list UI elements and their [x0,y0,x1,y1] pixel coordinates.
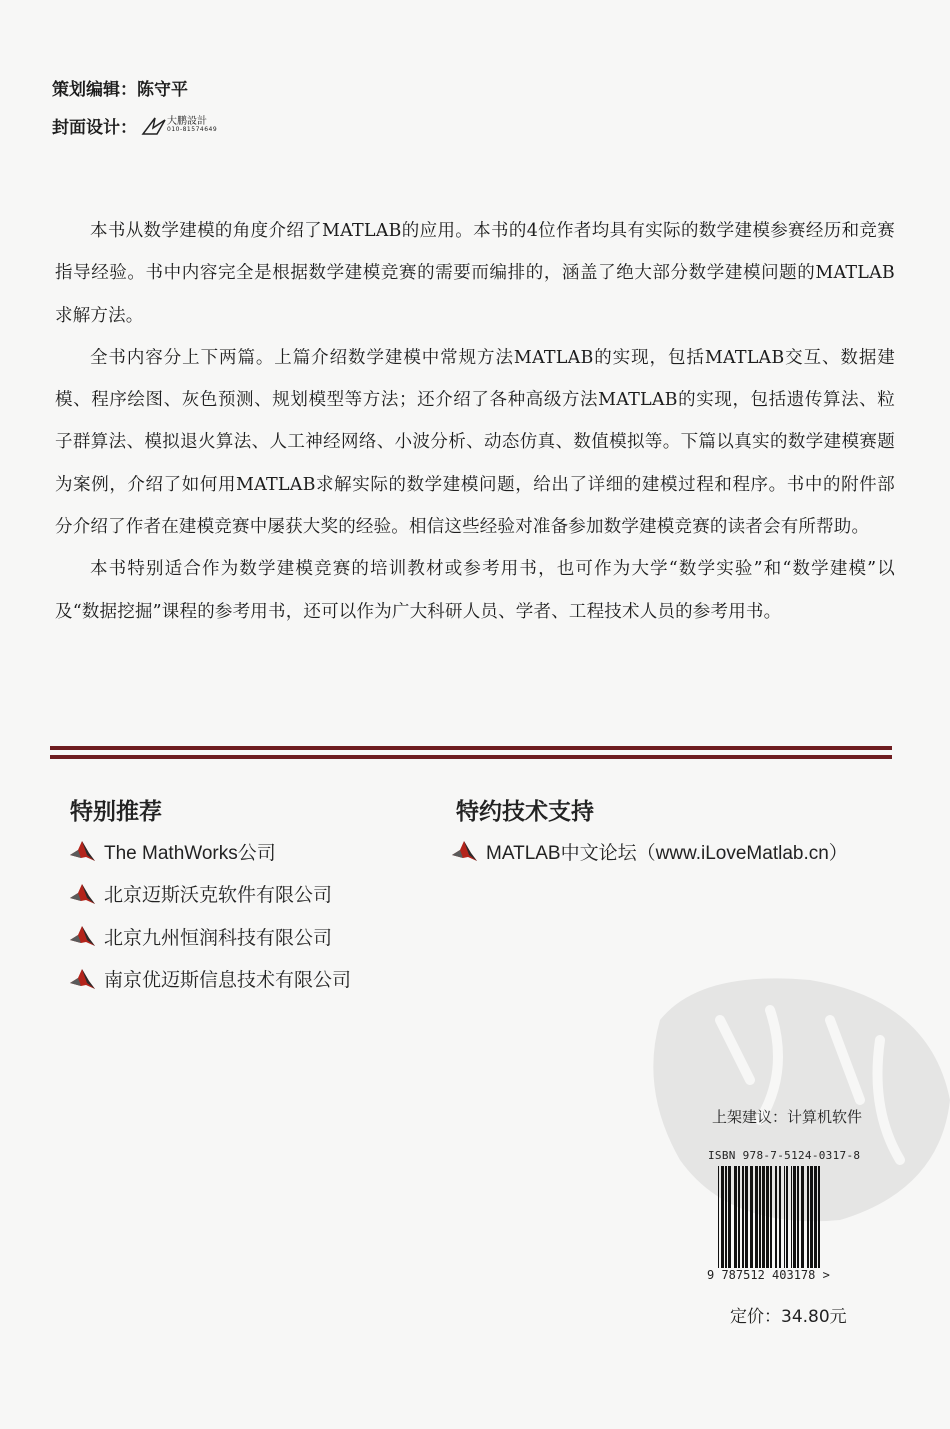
barcode-bar [759,1166,761,1268]
barcode-bar [807,1166,809,1268]
designer-credit [52,110,217,140]
barcode-bar [745,1166,748,1268]
editor-credit [52,72,217,102]
barcode-bar [734,1166,737,1268]
barcode-bar [779,1166,781,1268]
barcode-bar [725,1166,727,1268]
matlab-logo-icon [68,881,96,907]
barcode-bar [762,1166,765,1268]
description-paragraph: 本书特别适合作为数学建模竞赛的培训教材或参考用书，也可作为大学“数学实验”和“数学建模”以及“数据挖掘”课程的参考用书，还可以作为广大科研人员、学者、工程技术人员的参考用书。 [55,559,895,622]
divider-rule-bottom [50,755,892,759]
barcode-bar [793,1166,796,1268]
barcode-bar [766,1166,769,1268]
barcode [718,1166,866,1268]
recommend-item-label: The MathWorks公司 [104,842,276,864]
barcode-bar [814,1166,817,1268]
recommend-item [68,915,351,958]
barcode-bar [728,1166,731,1268]
barcode-bar [770,1166,772,1268]
isbn-text: ISBN 978-7-5124-0317-8 [708,1149,861,1162]
recommend-list [68,830,351,1000]
description-paragraph: 全书内容分上下两篇。上篇介绍数学建模中常规方法MATLAB的实现，包括MATLAB交互、数据建模、程序绘图、灰色预测、规划模型等方法；还介绍了各种高级方法MATLAB的实现，包括遗传算法、粒子群算法、模拟退火算法、人工神经网络、小波分析、动态仿真、数值模拟等。下篇以真实的数学建模赛题为案例，介绍了如何用MATLAB求解实际的数学建模问题，给出了详细的建模过程和程序。书中的附件部分介绍了作者在建模竞赛中屡获大奖的经验。相信这些经验对准备参加数学建模竞赛的读者会有所帮助。 [55,347,895,538]
recommend-item-label: 南京优迈斯信息技术有限公司 [104,970,352,992]
barcode-bar [791,1166,792,1268]
barcode-bar [810,1166,813,1268]
designer-logo [141,114,217,136]
barcode-bar [775,1166,777,1268]
credits-block [52,72,217,148]
recommend-item [68,873,351,916]
support-title: 特约技术支持 [456,799,594,825]
recommend-item [68,830,351,873]
barcode-bar [818,1166,820,1268]
barcode-bar [784,1166,785,1268]
support-item [450,830,848,873]
barcode-bar [742,1166,744,1268]
editor-label: 策划编辑： [52,79,137,100]
barcode-bar [797,1166,799,1268]
designer-logo-name: 大鹏設計 [167,116,207,127]
barcode-digits: 9 787512 403178 > [707,1268,830,1282]
barcode-bar [755,1166,758,1268]
divider-rule-top [50,746,892,750]
matlab-logo-icon [68,923,96,949]
barcode-bar [721,1166,724,1268]
barcode-bar [750,1166,753,1268]
recommend-title: 特别推荐 [70,799,162,825]
barcode-bar [801,1166,804,1268]
designer-logo-phone: 010-81574649 [167,126,218,133]
barcode-bar [786,1166,788,1268]
shelf-suggestion: 上架建议：计算机软件 [712,1108,863,1126]
matlab-logo-icon [68,966,96,992]
support-item-label: MATLAB中文论坛（www.iLoveMatlab.cn） [486,842,848,864]
book-description [55,210,895,633]
recommend-item-label: 北京九州恒润科技有限公司 [104,927,333,949]
price-text: 定价：34.80元 [730,1307,847,1327]
description-paragraph: 本书从数学建模的角度介绍了MATLAB的应用。本书的4位作者均具有实际的数学建模参赛经历和竞赛指导经验。书中内容完全是根据数学建模竞赛的需要而编排的，涵盖了绝大部分数学建模问题的MATLAB求解方法。 [55,221,895,326]
barcode-bar [738,1166,740,1268]
recommend-item [68,958,351,1001]
support-list [450,830,848,873]
matlab-logo-icon [450,838,478,864]
barcode-bar [718,1166,719,1268]
editor-name: 陈守平 [137,79,188,100]
designer-label: 封面设计： [52,117,137,138]
recommend-item-label: 北京迈斯沃克软件有限公司 [104,885,333,907]
matlab-logo-icon [68,838,96,864]
